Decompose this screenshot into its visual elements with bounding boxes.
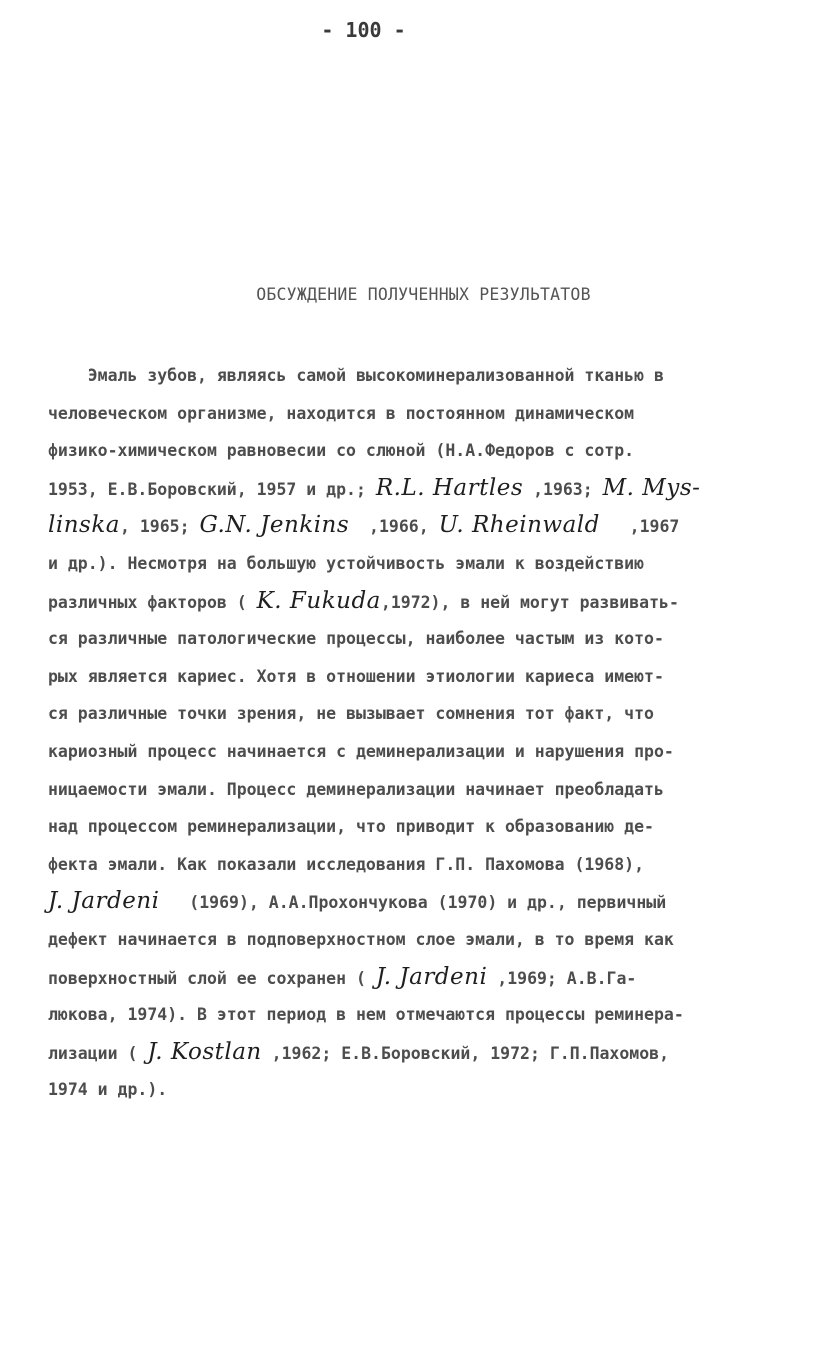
handwritten-author-name: J. Jardeni [48,888,160,915]
text-segment: ,1962; Е.В.Боровский, 1972; Г.П.Пахомов, [261,1043,670,1063]
text-segment: (1969), А.А.Прохончукова (1970) и др., первичный [159,893,667,913]
section-heading: ОБСУЖДЕНИЕ ПОЛУЧЕННЫХ РЕЗУЛЬТАТОВ [256,285,591,304]
text-segment: 1953, Е.В.Боровский, 1957 и др.; [48,479,376,499]
handwritten-author-name: linska [48,512,120,539]
text-line: дефект начинается в подповерхностном слое эмали, в то время как [48,929,674,949]
text-segment: ,1967 [599,517,680,537]
handwritten-author-name: G.N. Jenkins [199,512,350,539]
text-line: рых является кариес. Хотя в отношении этиологии кариеса имеют- [48,666,664,686]
body-paragraph [48,357,788,1109]
text-line [48,583,788,621]
text-line: ся различные патологические процессы, наиболее частым из кото- [48,629,664,649]
text-segment: ,1969; А.В.Га- [487,968,637,988]
text-segment: лизации ( [48,1043,148,1063]
text-line: над процессом реминерализации, что приводит к образованию де- [48,817,654,837]
handwritten-author-name: J. Kostlan [147,1038,262,1065]
text-segment: ,1966, [349,517,439,537]
text-line [48,883,788,921]
text-segment: различных факторов ( [48,592,257,612]
text-line: человеческом организме, находится в постоянном динамическом [48,403,635,423]
text-line: физико-химическом равновесии со слюной (Н.А.Федоров с сотр. [48,441,635,461]
text-line [48,470,788,508]
handwritten-author-name: K. Fukuda [256,587,381,614]
text-segment: ,1963; [523,479,603,499]
page-number: - 100 - [321,18,406,42]
handwritten-author-name: R.L. Hartles [375,474,524,501]
text-line: ницаемости эмали. Процесс деминерализации начинает преобладать [48,779,664,799]
handwritten-author-name: J. Jardeni [375,963,488,990]
text-line [48,507,788,545]
text-line: кариозный процесс начинается с деминерализации и нарушения про- [48,741,674,761]
text-segment: поверхностный слой ее сохранен ( [48,968,376,988]
handwritten-author-name: U. Rheinwald [438,512,600,539]
text-segment: , 1965; [119,517,200,537]
text-line [48,959,788,997]
text-line [48,1034,788,1072]
text-line: фекта эмали. Как показали исследования Г.П. Пахомова (1968), [48,854,645,874]
text-line: и др.). Несмотря на большую устойчивость эмали к воздействию [48,553,645,573]
text-segment: ,1972), в ней могут развивать- [380,592,679,612]
text-line: 1974 и др.). [48,1080,168,1100]
handwritten-author-name: M. Mys- [602,474,701,501]
text-line: Эмаль зубов, являясь самой высокоминерализованной тканью в [48,366,664,385]
text-line: ся различные точки зрения, не вызывает сомнения тот факт, что [48,704,654,724]
text-line: люкова, 1974). В этот период в нем отмечаются процессы реминера- [48,1005,684,1025]
